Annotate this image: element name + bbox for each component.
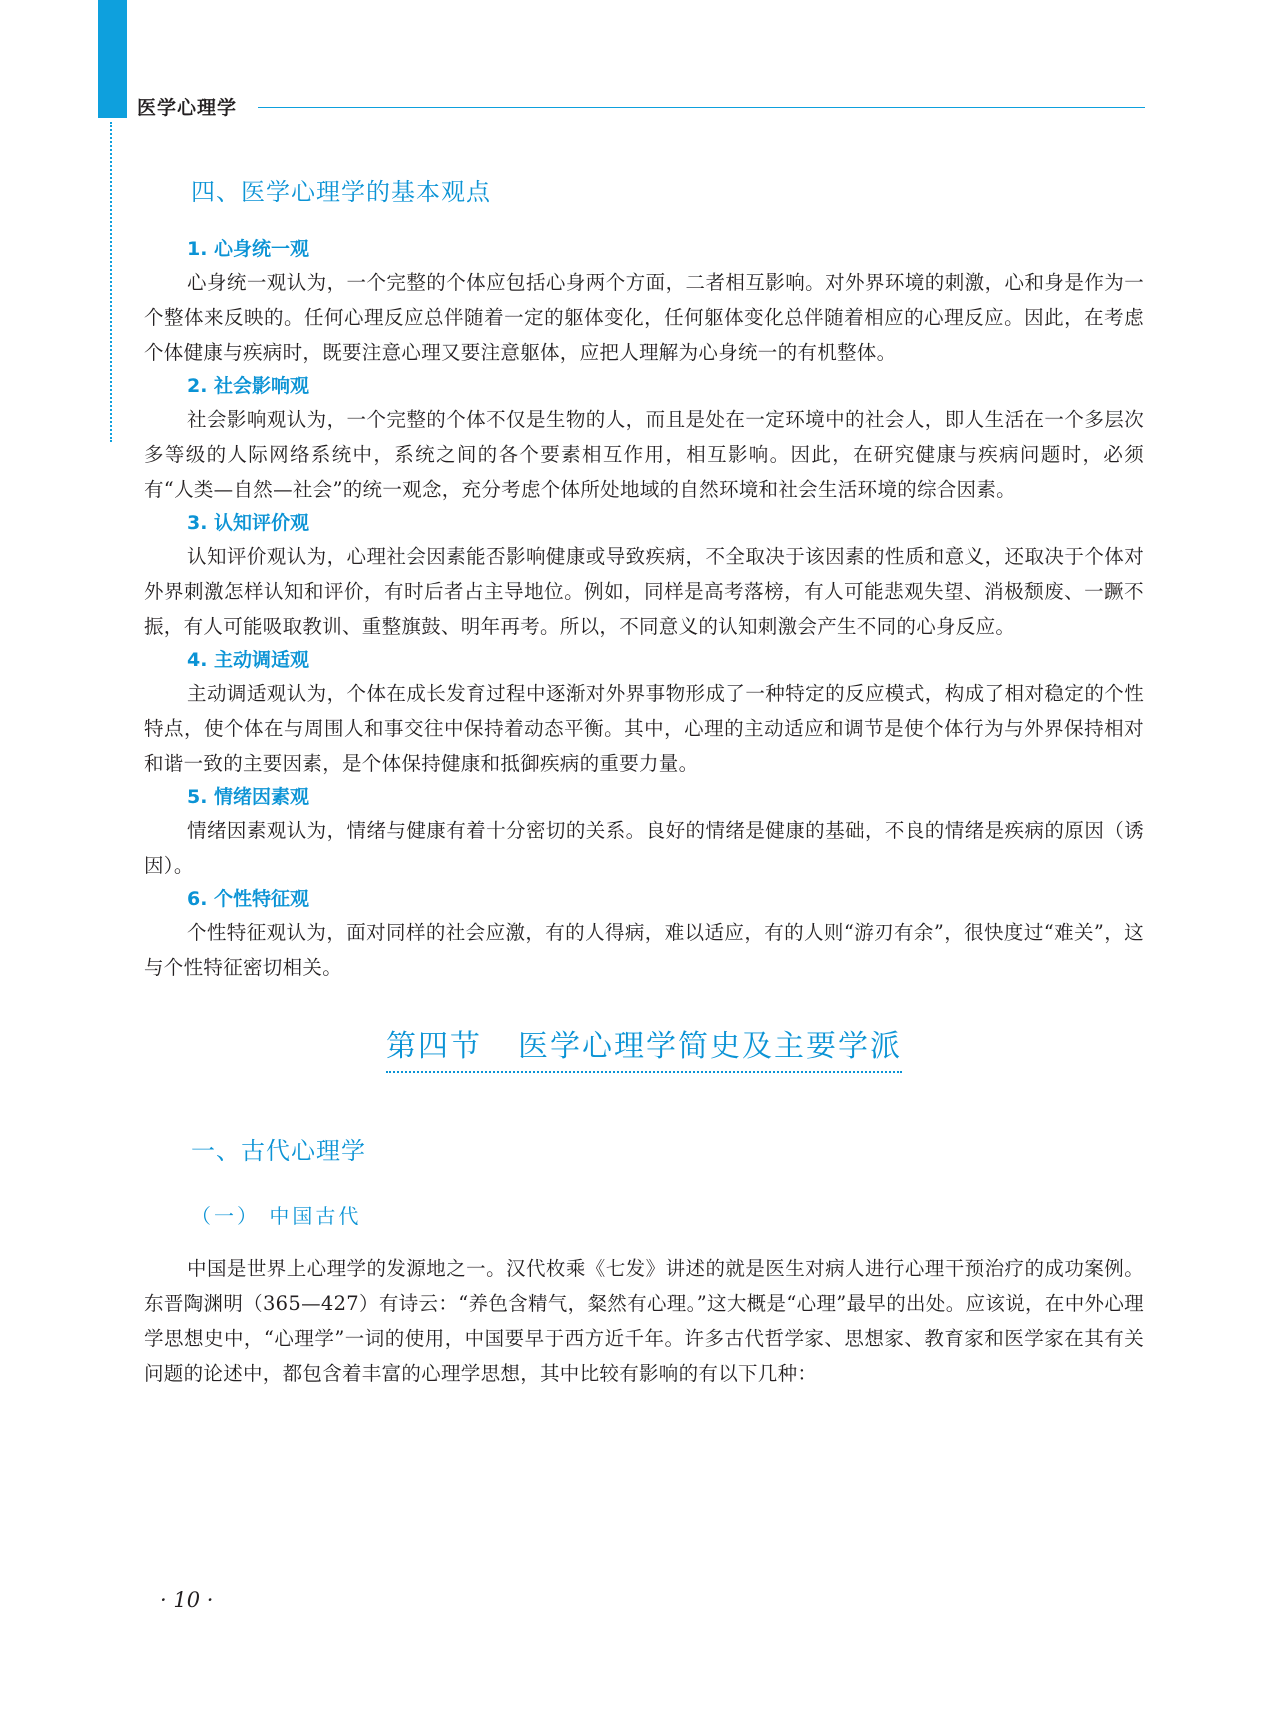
page-number: · 10 · xyxy=(160,1588,214,1612)
section-title: 四、医学心理学的基本观点 xyxy=(191,178,491,206)
view-heading: 5. 情绪因素观 xyxy=(187,786,310,808)
view-heading: 3. 认知评价观 xyxy=(187,512,310,534)
view-paragraph: 情绪因素观认为，情绪与健康有着十分密切的关系。良好的情绪是健康的基础，不良的情绪是疾病的原因（诱因）。 xyxy=(144,819,1144,877)
margin-dotted-line xyxy=(110,122,112,442)
sub-subsection-title: （一） 中国古代 xyxy=(191,1204,362,1228)
view-block xyxy=(144,883,1144,985)
view-paragraph: 心身统一观认为，一个完整的个体应包括心身两个方面，二者相互影响。对外界环境的刺激，心和身是作为一个整体来反映的。任何心理反应总伴随着一定的躯体变化，任何躯体变化总伴随着相应的心理反应。因此，在考虑个体健康与疾病时，既要注意心理又要注意躯体，应把人理解为心身统一的有机整体。 xyxy=(144,271,1144,364)
view-block xyxy=(144,233,1144,370)
view-block xyxy=(144,644,1144,781)
view-block xyxy=(144,370,1144,507)
view-heading: 4. 主动调适观 xyxy=(187,649,310,671)
subsection-title: 一、古代心理学 xyxy=(191,1137,366,1165)
view-heading: 1. 心身统一观 xyxy=(187,238,310,260)
closing-paragraph: 中国是世界上心理学的发源地之一。汉代枚乘《七发》讲述的就是医生对病人进行心理干预治疗的成功案例。东晋陶渊明（365—427）有诗云：“养色含精气，粲然有心理。”这大概是“心理”最早的出处。应该说，在中外心理学思想史中，“心理学”一词的使用，中国要早于西方近千年。许多古代哲学家、思想家、教育家和医学家在其有关问题的论述中，都包含着丰富的心理学思想，其中比较有影响的有以下几种： xyxy=(144,1257,1144,1385)
view-paragraph: 主动调适观认为，个体在成长发育过程中逐渐对外界事物形成了一种特定的反应模式，构成了相对稳定的个性特点，使个体在与周围人和事交往中保持着动态平衡。其中，心理的主动适应和调节是使个体行为与外界保持相对和谐一致的主要因素，是个体保持健康和抵御疾病的重要力量。 xyxy=(144,682,1144,775)
chapter-number: 第四节 xyxy=(386,1029,482,1064)
chapter-name: 医学心理学简史及主要学派 xyxy=(518,1029,902,1064)
running-head: 医学心理学 xyxy=(137,97,238,119)
page-body xyxy=(144,172,1144,1391)
chapter-heading xyxy=(144,1021,1144,1073)
view-paragraph: 个性特征观认为，面对同样的社会应激，有的人得病，难以适应，有的人则“游刃有余”，很快度过“难关”，这与个性特征密切相关。 xyxy=(144,921,1144,979)
view-heading: 2. 社会影响观 xyxy=(187,375,310,397)
view-block xyxy=(144,781,1144,883)
view-heading: 6. 个性特征观 xyxy=(187,888,310,910)
header-accent-bar xyxy=(98,0,127,118)
chapter-title xyxy=(386,1021,902,1073)
view-paragraph: 认知评价观认为，心理社会因素能否影响健康或导致疾病，不全取决于该因素的性质和意义，还取决于个体对外界刺激怎样认知和评价，有时后者占主导地位。例如，同样是高考落榜，有人可能悲观失望、消极颓废、一蹶不振，有人可能吸取教训、重整旗鼓、明年再考。所以，不同意义的认知刺激会产生不同的心身反应。 xyxy=(144,545,1144,638)
header-rule xyxy=(258,107,1145,108)
view-block xyxy=(144,507,1144,644)
view-paragraph: 社会影响观认为，一个完整的个体不仅是生物的人，而且是处在一定环境中的社会人，即人生活在一个多层次多等级的人际网络系统中，系统之间的各个要素相互作用，相互影响。因此，在研究健康与疾病问题时，必须有“人类—自然—社会”的统一观念，充分考虑个体所处地域的自然环境和社会生活环境的综合因素。 xyxy=(144,408,1144,501)
